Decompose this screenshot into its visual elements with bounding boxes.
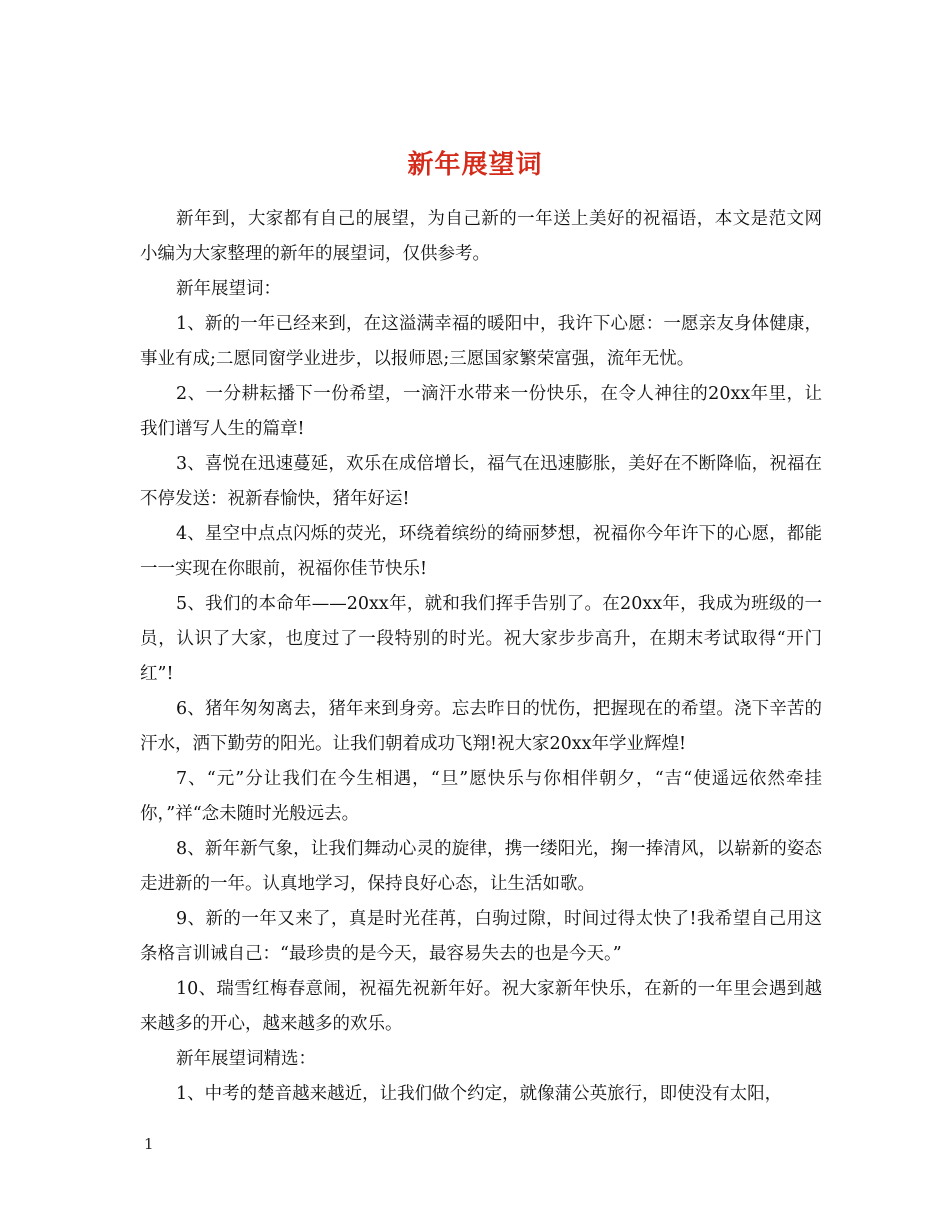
list-item: 5、我们的本命年——20xx年，就和我们挥手告别了。在20xx年，我成为班级的一员，认识了大家，也度过了一段特别的时光。祝大家步步高升，在期末考试取得“开门红”! bbox=[140, 594, 822, 684]
list-item: 3、喜悦在迅速蔓延，欢乐在成倍增长，福气在迅速膨胀，美好在不断降临，祝福在不停发送：祝新春愉快，猪年好运! bbox=[140, 454, 822, 509]
list-item: 9、新的一年又来了，真是时光荏苒，白驹过隙，时间过得太快了!我希望自己用这条格言训诫自己：“最珍贵的是今天，最容易失去的也是今天。” bbox=[140, 909, 822, 964]
paragraph-intro: 新年到，大家都有自己的展望，为自己新的一年送上美好的祝福语，本文是范文网小编为大家整理的新年的展望词，仅供参考。 bbox=[140, 209, 822, 264]
list-item: 4、星空中点点闪烁的荧光，环绕着缤纷的绮丽梦想，祝福你今年许下的心愿，都能一一实现在你眼前，祝福你佳节快乐! bbox=[140, 524, 822, 579]
list-item: 1、新的一年已经来到，在这溢满幸福的暖阳中，我许下心愿：一愿亲友身体健康，事业有成;二愿同窗学业进步，以报师恩;三愿国家繁荣富强，流年无忧。 bbox=[140, 314, 822, 369]
list-item: 10、瑞雪红梅春意闹，祝福先祝新年好。祝大家新年快乐，在新的一年里会遇到越来越多的开心，越来越多的欢乐。 bbox=[140, 979, 822, 1034]
document-title: 新年展望词 bbox=[407, 150, 543, 181]
list-item: 1、中考的楚音越来越近，让我们做个约定，就像蒲公英旅行，即使没有太阳， bbox=[176, 1084, 783, 1104]
section-heading: 新年展望词： bbox=[176, 279, 281, 299]
list-item: 7、“元”分让我们在今生相遇，“旦”愿快乐与你相伴朝夕，“吉“使遥远依然牵挂你，”祥“念未随时光般远去。 bbox=[140, 769, 822, 824]
page-number: 1 bbox=[144, 1135, 154, 1153]
document-body bbox=[140, 202, 822, 1112]
section-heading: 新年展望词精选： bbox=[176, 1049, 316, 1069]
list-item: 8、新年新气象，让我们舞动心灵的旋律，携一缕阳光，掬一捧清风，以崭新的姿态走进新的一年。认真地学习，保持良好心态，让生活如歌。 bbox=[140, 839, 822, 894]
list-item: 2、一分耕耘播下一份希望，一滴汗水带来一份快乐，在令人神往的20xx年里，让我们谱写人生的篇章! bbox=[140, 384, 822, 439]
list-item: 6、猪年匆匆离去，猪年来到身旁。忘去昨日的忧伤，把握现在的希望。浇下辛苦的汗水，洒下勤劳的阳光。让我们朝着成功飞翔!祝大家20xx年学业辉煌! bbox=[140, 699, 822, 754]
